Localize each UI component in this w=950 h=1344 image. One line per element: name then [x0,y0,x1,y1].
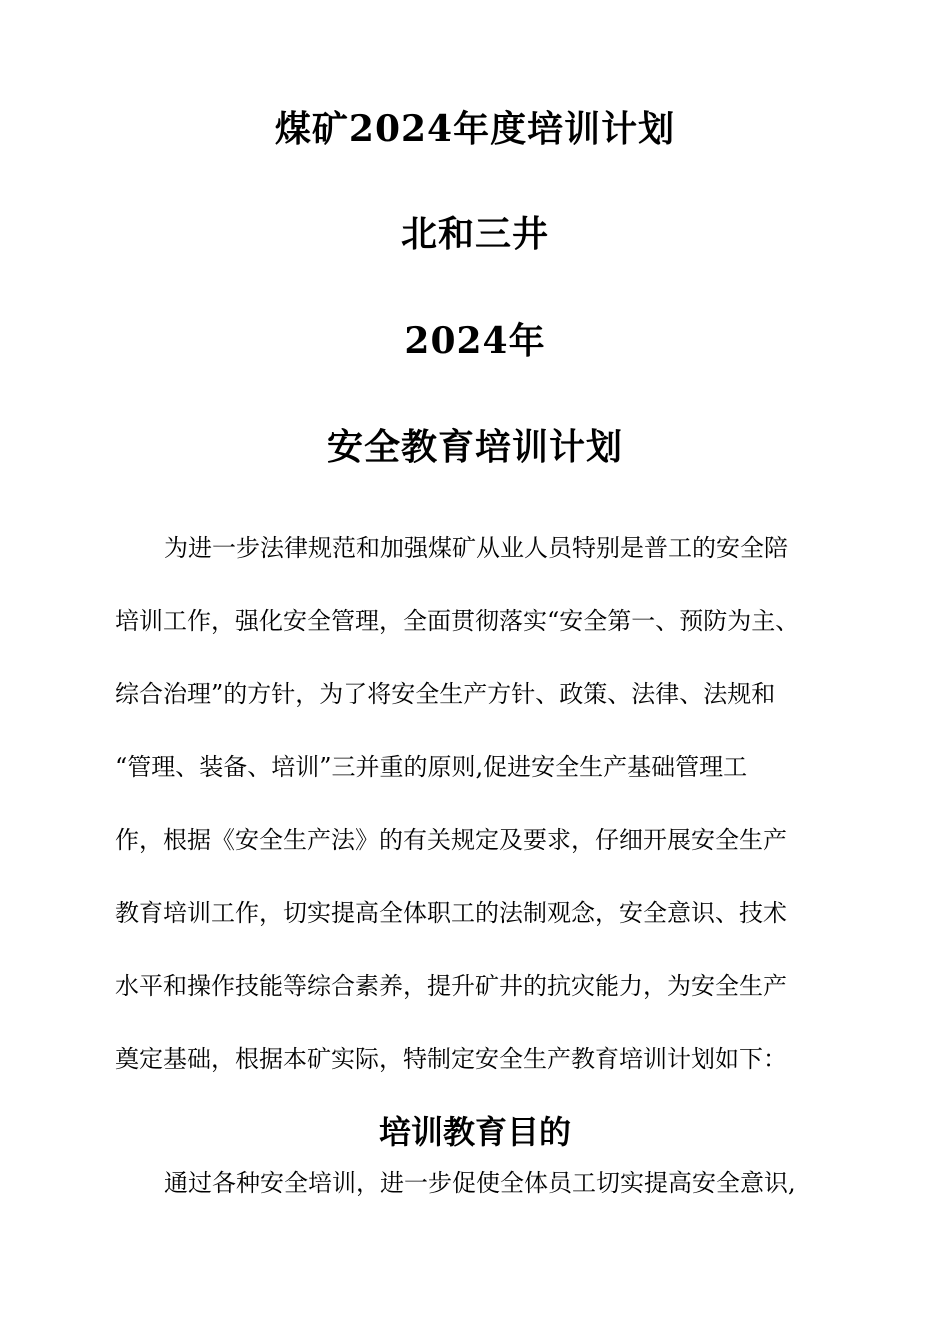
mine-name: 北和三井 [400,213,549,255]
paragraph-line: 教育培训工作，切实提高全体职工的法制观念，安全意识、技术 [115,899,787,927]
paragraph-line: 水平和操作技能等综合素养，提升矿井的抗灾能力，为安全生产 [115,972,787,1000]
plan-subtitle: 安全教育培训计划 [326,426,623,468]
paragraph-line: 综合治理”的方针，为了将安全生产方针、政策、法律、法规和 [115,680,776,708]
paragraph-line: 奠定基础，根据本矿实际，特制定安全生产教育培训计划如下： [115,1045,787,1073]
section-first-line: 通过各种安全培训，进一步促使全体员工切实提高安全意识, [164,1169,796,1197]
paragraph-line: 培训工作，强化安全管理，全面贯彻落实“安全第一、预防为主、 [115,607,800,635]
plan-year: 2024年 [404,320,546,362]
section-heading: 培训教育目的 [378,1113,571,1151]
paragraph-line: “管理、装备、培训”三并重的原则,促进安全生产基础管理工 [115,753,748,781]
document-title: 煤矿2024年度培训计划 [274,108,676,150]
paragraph-line: 为进一步法律规范和加强煤矿从业人员特别是普工的安全陪 [164,534,788,562]
paragraph-line: 作，根据《安全生产法》的有关规定及要求，仔细开展安全生产 [115,826,787,854]
intro-paragraph [115,527,855,1111]
